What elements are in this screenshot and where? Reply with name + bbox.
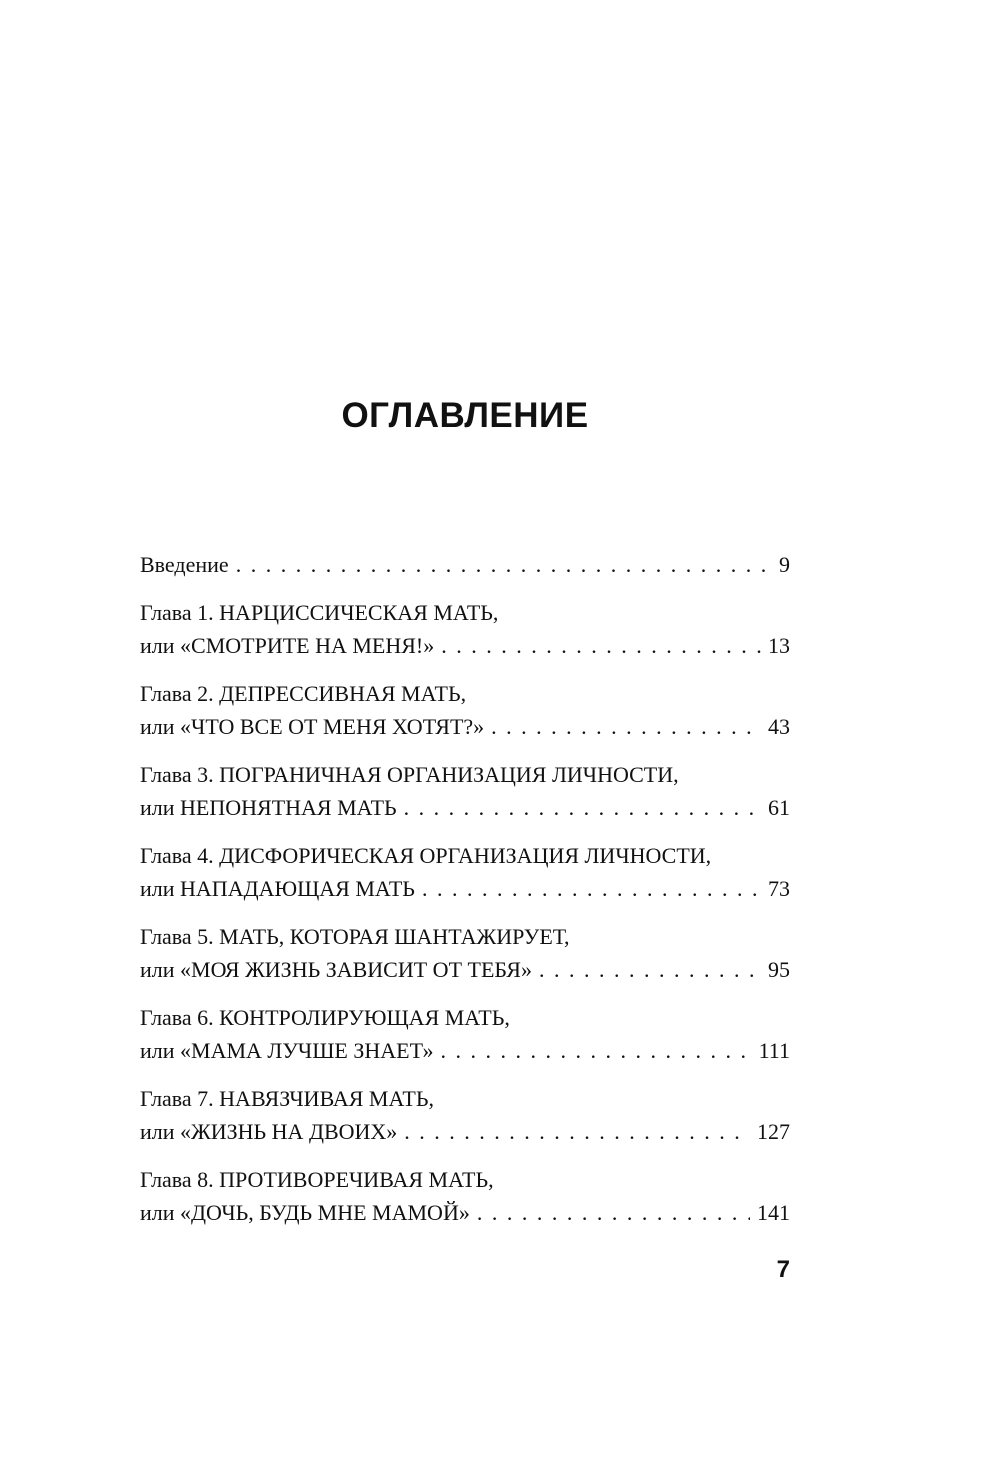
toc-entry-title: Глава 6. КОНТРОЛИРУЮЩАЯ МАТЬ, [140, 1005, 510, 1030]
toc-entry-line [140, 710, 790, 743]
toc-page-ref: 95 [768, 957, 790, 982]
toc-entry-subtitle: или «МОЯ ЖИЗНЬ ЗАВИСИТ ОТ ТЕБЯ» [140, 957, 532, 982]
dot-leader [440, 1034, 751, 1067]
toc-entry-line [140, 953, 790, 986]
toc-entry [140, 548, 790, 581]
toc-entry-title: Глава 7. НАВЯЗЧИВАЯ МАТЬ, [140, 1086, 435, 1111]
toc-page-ref: 13 [768, 633, 790, 658]
folio-page-number: 7 [776, 1256, 790, 1283]
toc-entry-subtitle: или «ЧТО ВСЕ ОТ МЕНЯ ХОТЯТ?» [140, 714, 485, 739]
dot-leader [539, 953, 761, 986]
toc-entry [140, 758, 790, 824]
toc-entry-title: Глава 1. НАРЦИССИЧЕСКАЯ МАТЬ, [140, 600, 499, 625]
dot-leader [404, 1115, 750, 1148]
toc-entry-subtitle: или НАПАДАЮЩАЯ МАТЬ [140, 876, 415, 901]
page-title: ОГЛАВЛЕНИЕ [341, 396, 589, 435]
toc-page-ref: 61 [768, 795, 790, 820]
dot-leader [404, 791, 761, 824]
toc-entry-line [140, 872, 790, 905]
toc-entry-title: Глава 4. ДИСФОРИЧЕСКАЯ ОРГАНИЗАЦИЯ ЛИЧНОСТИ, [140, 843, 712, 868]
toc-page-ref: 127 [757, 1119, 790, 1144]
toc-entry-subtitle: или «СМОТРИТЕ НА МЕНЯ!» [140, 633, 435, 658]
dot-leader [491, 710, 761, 743]
toc-entry-line [140, 1034, 790, 1067]
toc-entry-line [140, 548, 790, 581]
toc-entry-line [140, 1115, 790, 1148]
toc-entry [140, 1082, 790, 1148]
toc-page-ref: 111 [758, 1038, 790, 1063]
toc-entry-title: Глава 8. ПРОТИВОРЕЧИВАЯ МАТЬ, [140, 1167, 494, 1192]
toc-page-ref: 141 [757, 1200, 790, 1225]
dot-leader [441, 629, 761, 662]
toc-page-ref: 9 [779, 552, 790, 577]
toc-entry [140, 839, 790, 905]
dot-leader [422, 872, 761, 905]
table-of-contents [140, 548, 790, 1244]
toc-page-ref: 73 [768, 876, 790, 901]
toc-entry [140, 1001, 790, 1067]
toc-entry-subtitle: Введение [140, 552, 229, 577]
toc-entry-line [140, 1196, 790, 1229]
toc-entry-title: Глава 3. ПОГРАНИЧНАЯ ОРГАНИЗАЦИЯ ЛИЧНОСТИ, [140, 762, 679, 787]
toc-entry-line [140, 791, 790, 824]
dot-leader [236, 548, 772, 581]
toc-entry-subtitle: или «ЖИЗНЬ НА ДВОИХ» [140, 1119, 398, 1144]
toc-entry-subtitle: или «ДОЧЬ, БУДЬ МНЕ МАМОЙ» [140, 1200, 470, 1225]
toc-entry-title: Глава 2. ДЕПРЕССИВНАЯ МАТЬ, [140, 681, 467, 706]
toc-page-ref: 43 [768, 714, 790, 739]
toc-entry [140, 677, 790, 743]
dot-leader [477, 1196, 750, 1229]
toc-entry-line [140, 629, 790, 662]
toc-entry [140, 596, 790, 662]
toc-entry [140, 1163, 790, 1229]
toc-entry [140, 920, 790, 986]
toc-entry-subtitle: или НЕПОНЯТНАЯ МАТЬ [140, 795, 397, 820]
toc-entry-subtitle: или «МАМА ЛУЧШЕ ЗНАЕТ» [140, 1038, 434, 1063]
toc-entry-title: Глава 5. МАТЬ, КОТОРАЯ ШАНТАЖИРУЕТ, [140, 924, 570, 949]
